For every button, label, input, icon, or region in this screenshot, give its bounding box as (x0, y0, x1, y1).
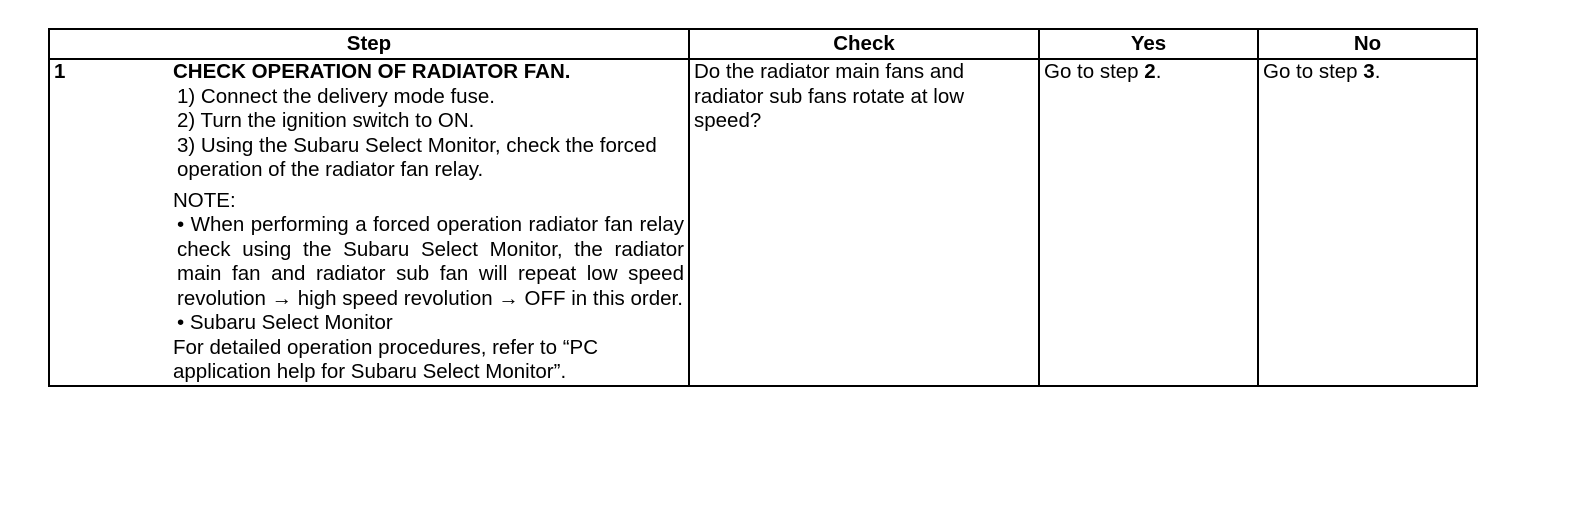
note-bullet-1: • When performing a forced operation radiator fan relay check using the Subaru Select Monitor, the radiator main fan and radiator sub fan will repeat low speed revolution → high speed revolution → OFF in this order. (177, 213, 684, 310)
yes-prefix: Go to step (1044, 60, 1145, 83)
table-header-row (49, 29, 1477, 59)
no-cell (1258, 59, 1477, 386)
instruction-2: 2) Turn the ignition switch to ON. (177, 109, 475, 132)
step-description (169, 59, 689, 386)
header-check: Check (689, 29, 1039, 59)
note-label: NOTE: (173, 188, 236, 212)
header-step: Step (49, 29, 689, 59)
note-bullet-2: • Subaru Select Monitor (177, 311, 393, 334)
no-step-link: 3 (1363, 60, 1375, 83)
yes-suffix: . (1155, 60, 1162, 83)
instruction-3: 3) Using the Subaru Select Monitor, check the forced operation of the radiator fan relay. (177, 133, 657, 181)
step-number: 1 (49, 59, 169, 386)
check-cell: Do the radiator main fans and radiator sub fans rotate at low speed? (689, 59, 1039, 386)
table-row (49, 59, 1477, 386)
yes-step-link: 2 (1144, 60, 1156, 83)
no-prefix: Go to step (1263, 60, 1364, 83)
header-yes: Yes (1039, 29, 1258, 59)
note-text: For detailed operation procedures, refer to “PC application help for Subaru Select Monitor”. (173, 335, 599, 383)
no-suffix: . (1374, 60, 1381, 83)
instruction-1: 1) Connect the delivery mode fuse. (177, 84, 495, 108)
diagnostic-step-table (48, 28, 1478, 387)
yes-cell (1039, 59, 1258, 386)
header-no: No (1258, 29, 1477, 59)
step-title: CHECK OPERATION OF RADIATOR FAN. (173, 60, 571, 83)
